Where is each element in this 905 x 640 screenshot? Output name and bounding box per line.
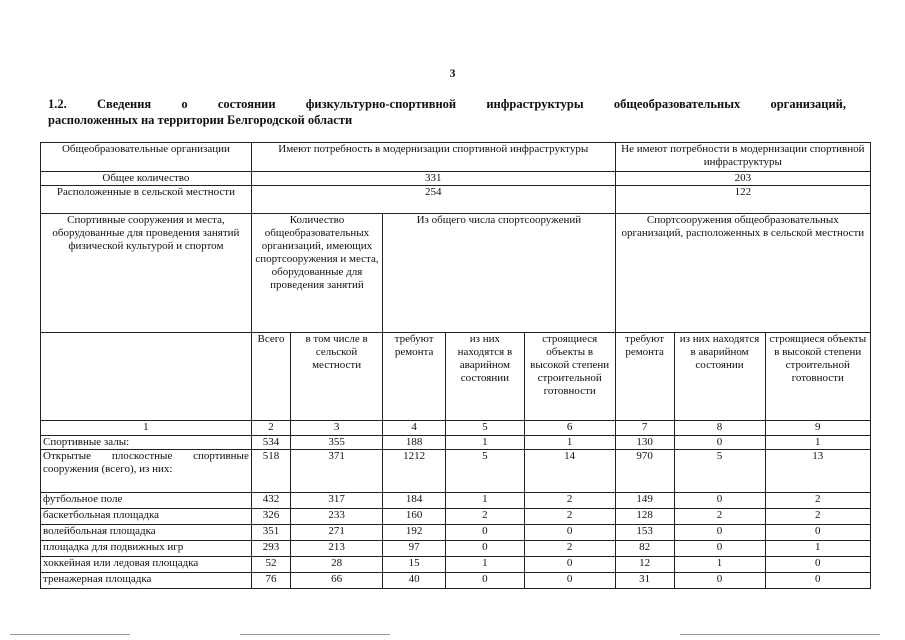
row-value: 233	[291, 509, 383, 525]
header-organizations: Общеобразовательные организации	[41, 143, 252, 172]
row-value: 149	[615, 493, 674, 509]
row-value: 970	[615, 450, 674, 493]
row-value: 97	[383, 541, 446, 557]
row-value: 2	[524, 493, 615, 509]
row-value: 31	[615, 573, 674, 589]
heading-word: организаций,	[770, 97, 846, 111]
row-label: хоккейная или ледовая площадка	[41, 557, 252, 573]
row-value: 5	[674, 450, 765, 493]
total-need: 331	[251, 172, 615, 186]
table-row	[41, 573, 871, 589]
heading-word: о	[181, 97, 188, 111]
rural-need: 254	[251, 186, 615, 214]
total-row	[41, 172, 871, 186]
heading-line-2: расположенных на территории Белгородской области	[48, 113, 353, 127]
caption-need-repair-rural: требуют ремонта	[615, 333, 674, 421]
row-value: 2	[524, 509, 615, 525]
row-value: 1	[524, 436, 615, 450]
row-value: 355	[291, 436, 383, 450]
table-row	[41, 450, 871, 493]
table-row	[41, 509, 871, 525]
caption-emergency: из них находятся в аварийном состоянии	[446, 333, 525, 421]
row-value: 14	[524, 450, 615, 493]
header-no-need-modernization: Не имеют потребности в модернизации спортивной инфраструктуры	[615, 143, 870, 172]
col-number: 4	[383, 421, 446, 436]
total-label: Общее количество	[41, 172, 252, 186]
row-value: 0	[674, 436, 765, 450]
row-label: тренажерная площадка	[41, 573, 252, 589]
heading-word: физкультурно-спортивной	[305, 97, 457, 111]
total-no-need: 203	[615, 172, 870, 186]
col-number: 3	[291, 421, 383, 436]
row-value: 5	[446, 450, 525, 493]
row-value: 2	[765, 493, 870, 509]
subheader-rural-facilities: Спортсооружения общеобразовательных организаций, расположенных в сельской местности	[615, 214, 870, 333]
col-number: 9	[765, 421, 870, 436]
row-value: 0	[446, 525, 525, 541]
row-value: 1	[446, 436, 525, 450]
col-number: 2	[251, 421, 290, 436]
heading-word: инфраструктуры	[486, 97, 584, 111]
row-value: 40	[383, 573, 446, 589]
heading-word: состоянии	[217, 97, 276, 111]
row-value: 293	[251, 541, 290, 557]
table-row	[41, 541, 871, 557]
row-value: 0	[674, 541, 765, 557]
column-number-row	[41, 421, 871, 436]
caption-total: Всего	[251, 333, 290, 421]
row-value: 15	[383, 557, 446, 573]
row-label: волейбольная площадка	[41, 525, 252, 541]
column-captions-row	[41, 333, 871, 421]
col-number: 8	[674, 421, 765, 436]
row-value: 0	[446, 573, 525, 589]
col-number: 6	[524, 421, 615, 436]
scan-artifact	[240, 634, 390, 635]
heading-number: 1.2.	[48, 97, 67, 111]
row-value: 432	[251, 493, 290, 509]
row-value: 13	[765, 450, 870, 493]
row-label: Спортивные залы:	[41, 436, 252, 450]
rural-row	[41, 186, 871, 214]
heading-word: Сведения	[96, 97, 152, 111]
row-value: 12	[615, 557, 674, 573]
table-row	[41, 493, 871, 509]
infrastructure-table	[40, 142, 871, 589]
section-heading	[48, 96, 846, 128]
row-label: баскетбольная площадка	[41, 509, 252, 525]
subheader-of-total: Из общего числа спортсооружений	[383, 214, 616, 333]
row-value: 192	[383, 525, 446, 541]
row-label: площадка для подвижных игр	[41, 541, 252, 557]
heading-line-1	[48, 96, 846, 112]
row-value: 2	[446, 509, 525, 525]
page-number: 3	[449, 66, 456, 80]
data-rows	[41, 436, 871, 589]
row-value: 76	[251, 573, 290, 589]
row-value: 0	[524, 525, 615, 541]
row-value: 1	[446, 557, 525, 573]
row-value: 371	[291, 450, 383, 493]
heading-word: общеобразовательных	[613, 97, 741, 111]
caption-construction: строящиеся объекты в высокой степени строительной готовности	[524, 333, 615, 421]
scan-artifact	[680, 634, 880, 635]
row-value: 326	[251, 509, 290, 525]
row-value: 153	[615, 525, 674, 541]
header-need-modernization: Имеют потребность в модернизации спортивной инфраструктуры	[251, 143, 615, 172]
row-value: 130	[615, 436, 674, 450]
row-label: Открытые плоскостные спортивные сооружения (всего), из них:	[41, 450, 252, 493]
row-value: 0	[765, 525, 870, 541]
row-value: 1	[674, 557, 765, 573]
subheader-row	[41, 214, 871, 333]
row-value: 1	[446, 493, 525, 509]
row-value: 128	[615, 509, 674, 525]
caption-emergency-rural: из них находятся в аварийном состоянии	[674, 333, 765, 421]
caption-incl-rural: в том числе в сельской местности	[291, 333, 383, 421]
row-value: 317	[291, 493, 383, 509]
row-value: 518	[251, 450, 290, 493]
row-value: 0	[765, 557, 870, 573]
scan-artifact	[10, 634, 130, 635]
row-value: 28	[291, 557, 383, 573]
header-row	[41, 143, 871, 172]
row-value: 1	[765, 436, 870, 450]
row-value: 160	[383, 509, 446, 525]
caption-facilities-cont	[41, 333, 252, 421]
row-value: 0	[674, 525, 765, 541]
row-label: футбольное поле	[41, 493, 252, 509]
caption-need-repair: требуют ремонта	[383, 333, 446, 421]
row-value: 2	[674, 509, 765, 525]
subheader-facilities: Спортивные сооружения и места, оборудованные для проведения занятий физической культурой и спортом	[41, 214, 252, 333]
rural-label: Расположенные в сельской местности	[41, 186, 252, 214]
row-value: 66	[291, 573, 383, 589]
col-number: 5	[446, 421, 525, 436]
row-value: 0	[765, 573, 870, 589]
row-value: 351	[251, 525, 290, 541]
row-value: 0	[674, 573, 765, 589]
row-value: 82	[615, 541, 674, 557]
row-value: 188	[383, 436, 446, 450]
col-number: 7	[615, 421, 674, 436]
table-row	[41, 557, 871, 573]
table-row	[41, 525, 871, 541]
table-row	[41, 436, 871, 450]
row-value: 271	[291, 525, 383, 541]
col-number: 1	[41, 421, 252, 436]
row-value: 213	[291, 541, 383, 557]
row-value: 0	[524, 557, 615, 573]
row-value: 2	[765, 509, 870, 525]
row-value: 0	[446, 541, 525, 557]
caption-construction-rural: строящиеся объекты в высокой степени строительной готовности	[765, 333, 870, 421]
row-value: 2	[524, 541, 615, 557]
row-value: 0	[674, 493, 765, 509]
row-value: 0	[524, 573, 615, 589]
rural-no-need: 122	[615, 186, 870, 214]
row-value: 534	[251, 436, 290, 450]
row-value: 1212	[383, 450, 446, 493]
row-value: 1	[765, 541, 870, 557]
row-value: 184	[383, 493, 446, 509]
subheader-count-orgs: Количество общеобразовательных организаций, имеющих спортсооружения и места, оборудованные для проведения занятий	[251, 214, 382, 333]
row-value: 52	[251, 557, 290, 573]
